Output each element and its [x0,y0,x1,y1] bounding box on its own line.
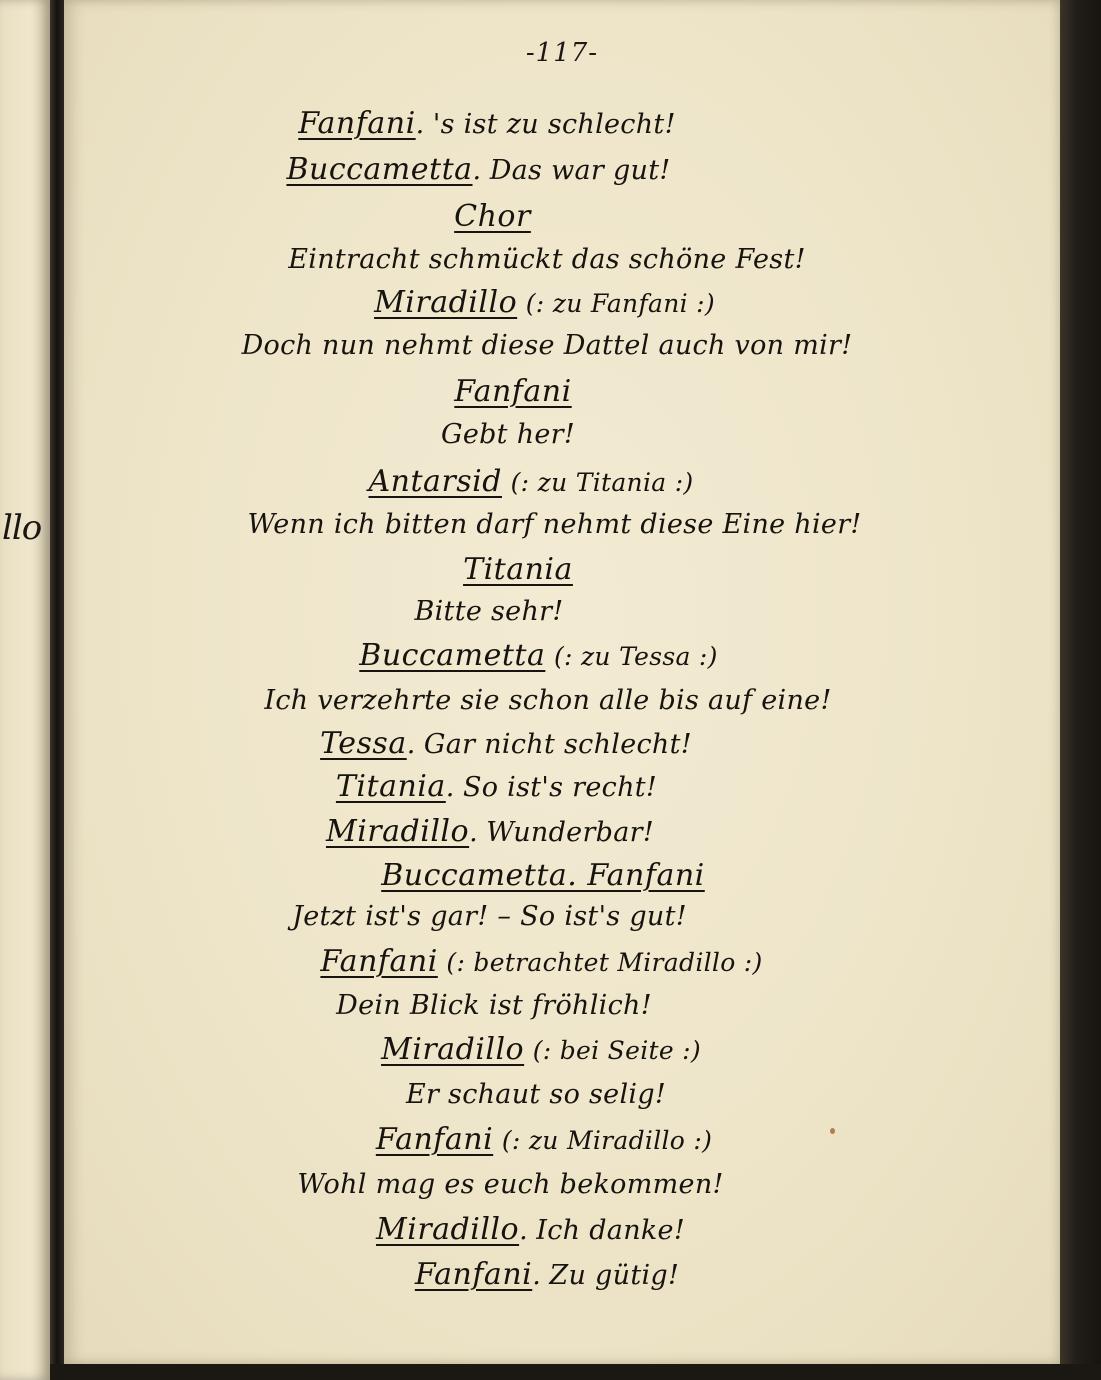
separator [438,947,447,978]
separator [517,288,526,319]
stage-direction: (: zu Miradillo :) [501,1126,713,1155]
speaker-name: Antarsid [368,464,502,499]
page-edge-bottom [50,1364,1101,1380]
speech-text: Ich verzehrte sie schon alle bis auf eine! [264,685,832,716]
stage-direction: (: zu Titania :) [510,468,694,497]
stage-direction: (: bei Seite :) [532,1036,701,1065]
separator: . [469,817,487,848]
separator: . [532,1260,550,1291]
speaker-line [0,767,995,807]
separator: . [406,729,424,760]
speaker-line [43,1030,1039,1070]
speaker-line [47,283,1043,323]
speaker-name: Fanfani [414,1257,533,1292]
speaker-heading [15,372,1011,412]
speaker-name: Fanfani [454,374,572,409]
page-number: -117- [525,38,599,68]
left-page-text-fragment: llo [2,508,42,548]
speech-text: Das war gut! [489,155,671,186]
speaker-name: Chor [454,199,531,234]
speaker-name: Miradillo [381,1032,525,1067]
speaker-line [46,1120,1042,1160]
speaker-name: Fanfani [298,106,416,141]
speaker-line [49,1255,1045,1295]
separator: . [519,1215,537,1246]
speech-text: Zu gütig! [549,1260,680,1291]
speech-text: Doch nun nehmt diese Dattel auch von mir! [241,330,853,361]
speech-line [0,592,987,632]
speech-line [10,415,1006,455]
separator [502,467,511,498]
speech-line [13,1165,1009,1205]
speech-line [57,505,1053,545]
speaker-name: Miradillo [374,285,518,320]
separator: . [472,155,490,186]
speech-text: Er schaut so selig! [405,1079,667,1110]
separator [524,1035,533,1066]
speaker-heading [20,550,1016,590]
speech-text: So ist's recht! [462,772,658,803]
speaker-name: Fanfani [320,944,438,979]
speaker-line [8,724,1004,764]
speech-text: Bitte sehr! [414,596,564,627]
speech-text: Gar nicht schlecht! [423,729,692,760]
stage-direction: (: zu Tessa :) [553,642,718,671]
speaker-name: Miradillo [325,814,470,849]
speaker-line [33,1210,1029,1250]
speaker-name: Buccametta [359,638,546,673]
speech-text: Jetzt ist's gar! – So ist's gut! [292,901,687,932]
speaker-name: Miradillo [376,1212,520,1247]
manuscript-page [64,0,1060,1364]
speech-line [49,240,1045,280]
speaker-line [41,636,1037,676]
speech-text: Wenn ich bitten darf nehmt diese Eine hier! [247,509,862,540]
speech-text: Gebt her! [440,419,576,450]
speech-text: Ich danke! [536,1215,685,1246]
separator: . [415,109,433,140]
speech-text: Dein Blick ist fröhlich! [336,990,652,1021]
speaker-name: Titania [463,552,573,587]
stage-direction: (: zu Fanfani :) [525,289,715,318]
speaker-line [44,942,1040,982]
separator: . [445,772,463,803]
speech-line [50,681,1046,721]
speech-line [49,326,1045,366]
speaker-heading [45,856,1041,896]
speaker-name: Buccametta [286,152,473,187]
speech-line [0,986,992,1026]
speech-text: 's ist zu schlecht! [432,109,676,140]
stage-direction: (: betrachtet Miradillo :) [446,948,763,977]
speech-text: Wunderbar! [486,817,654,848]
speaker-name: Tessa [320,726,407,761]
speaker-name: Fanfani [375,1122,494,1157]
speaker-line [0,812,988,852]
speaker-name: Buccametta. Fanfani [381,858,705,893]
speaker-line [0,150,977,190]
speech-line [0,897,988,937]
speaker-line [33,462,1029,502]
speaker-name: Titania [335,769,446,804]
speaker-line [0,104,985,144]
page-edge-right [1060,0,1101,1380]
separator [493,1125,502,1156]
speech-text: Wohl mag es euch bekommen! [297,1169,724,1200]
speaker-heading [0,197,991,237]
speech-text: Eintracht schmückt das schöne Fest! [288,244,806,275]
speech-line [38,1075,1034,1115]
